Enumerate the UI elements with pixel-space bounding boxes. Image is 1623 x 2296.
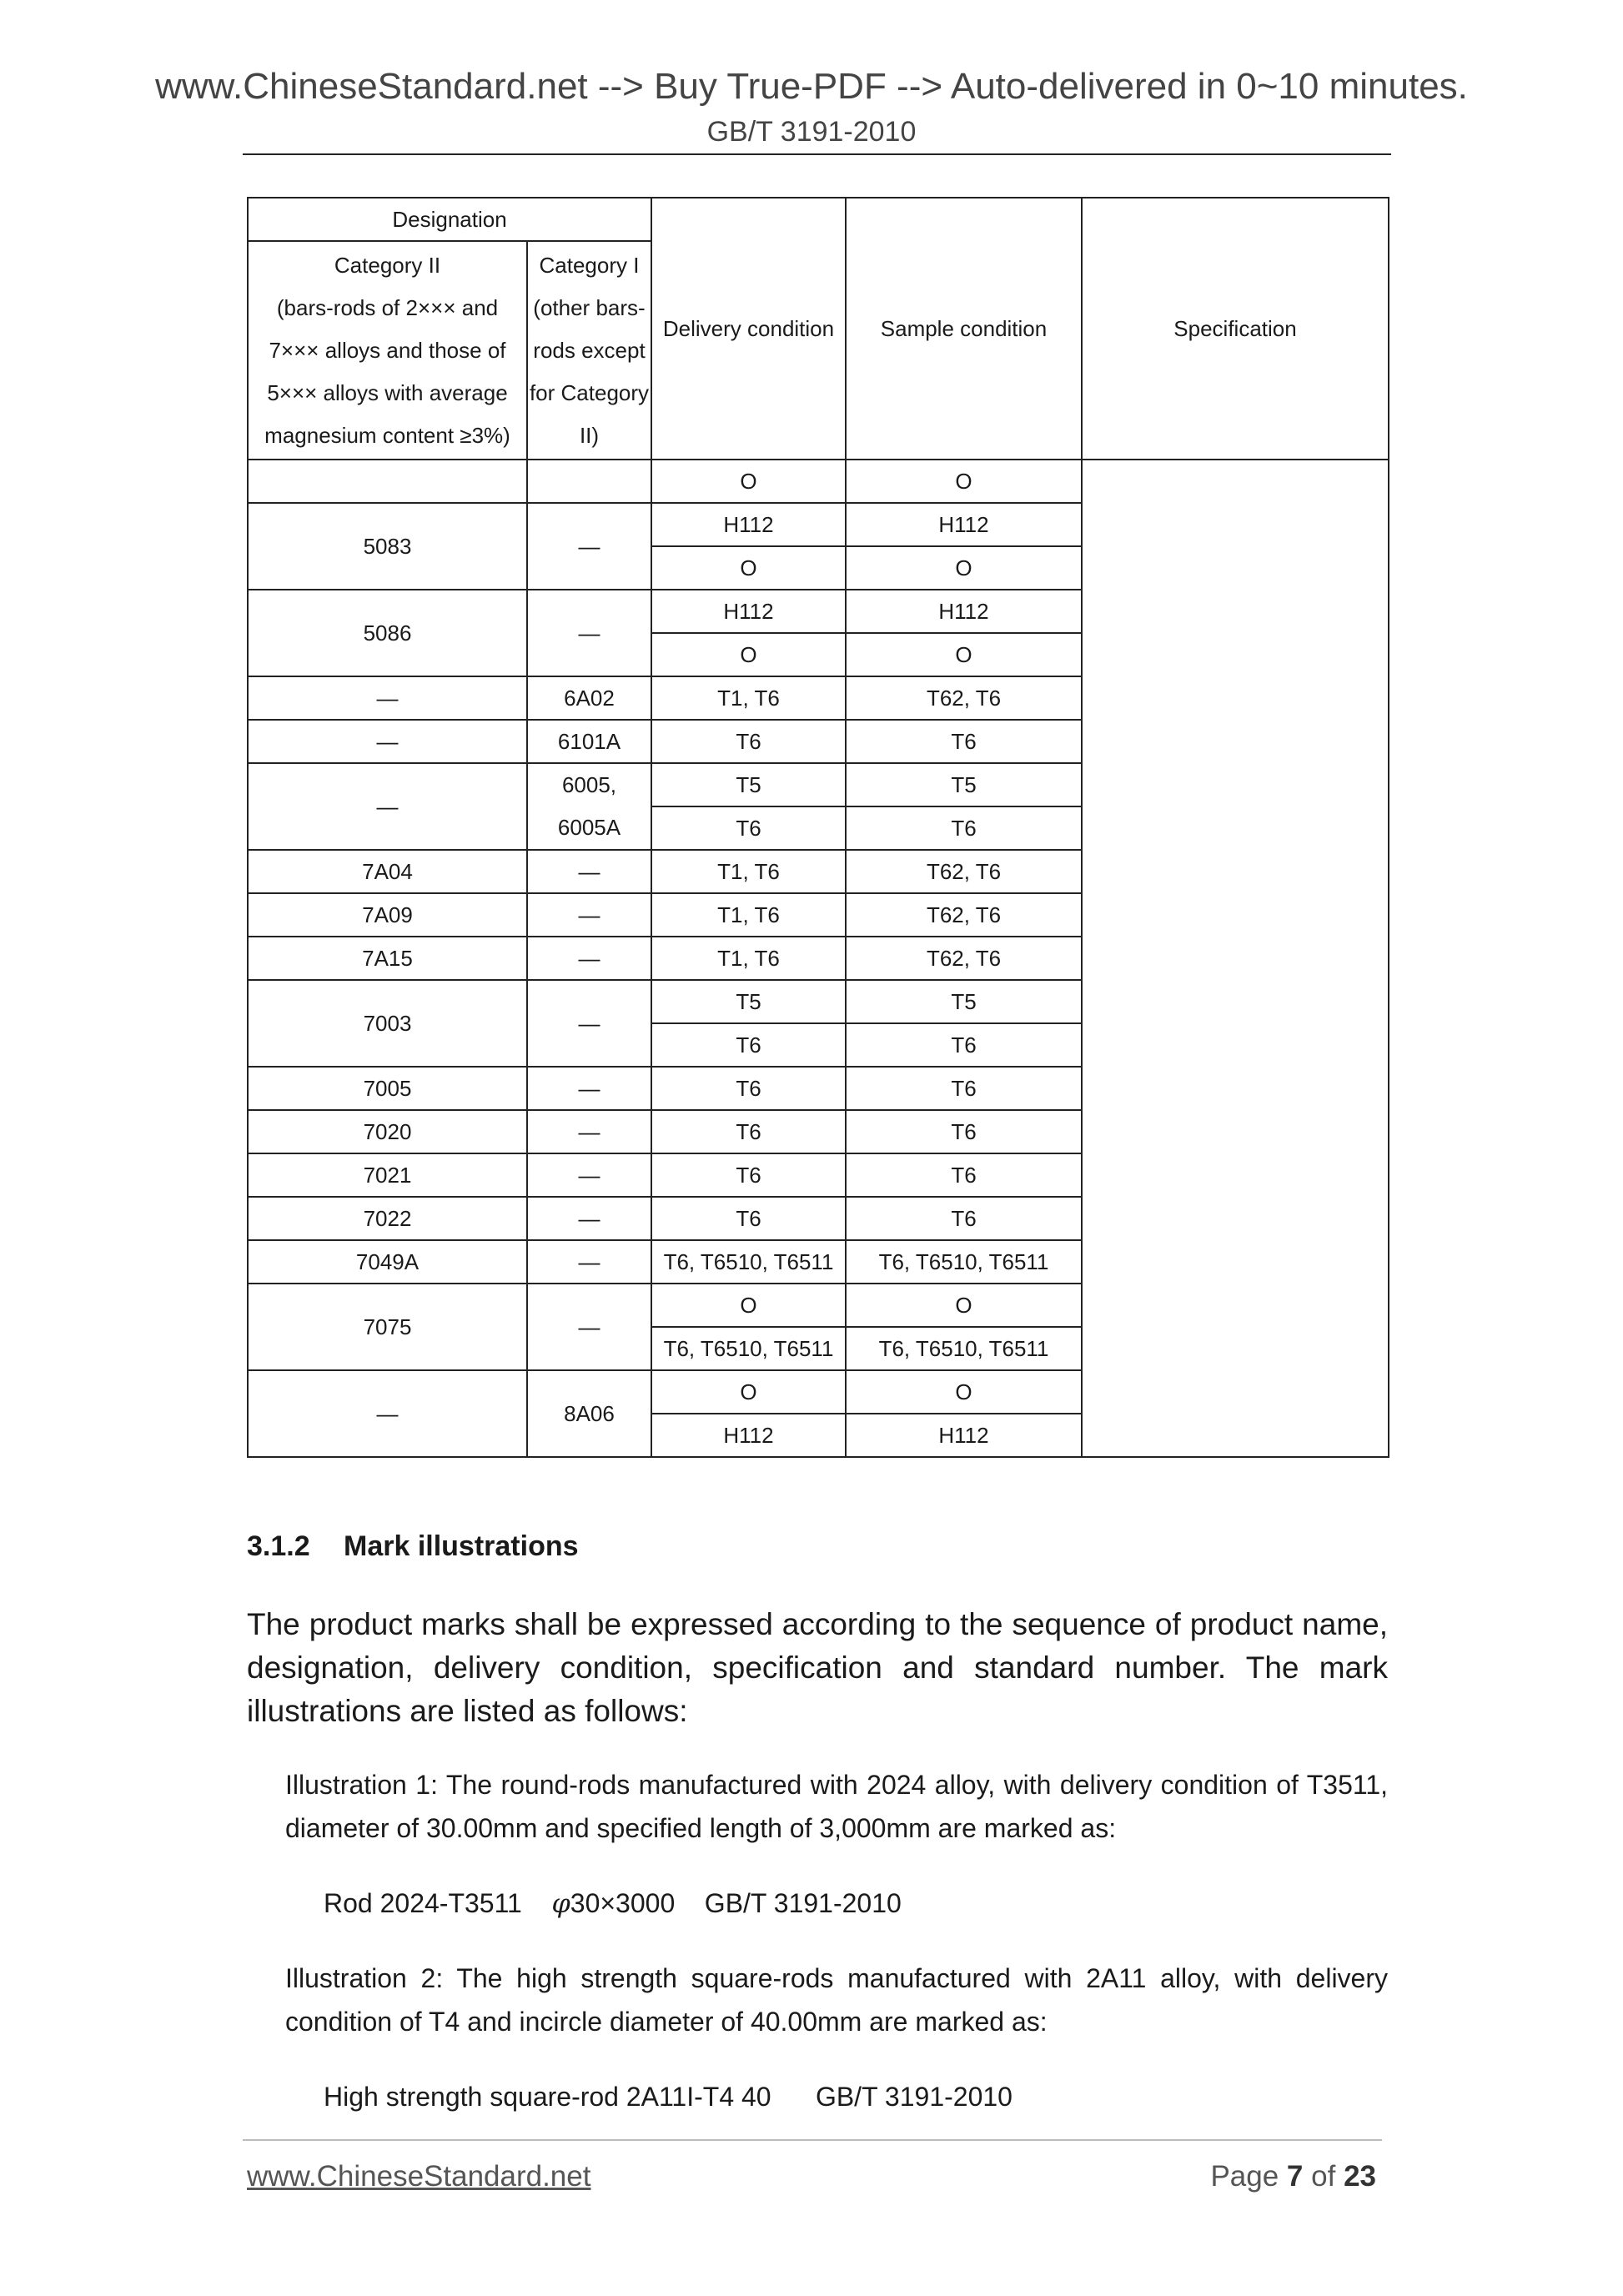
delivery-condition-cell: T6	[651, 1067, 846, 1110]
category-ii-cell: —	[248, 1370, 527, 1457]
table-row	[248, 460, 1389, 503]
category-ii-cell: 7A15	[248, 937, 527, 980]
specification-header: Specification	[1082, 198, 1389, 460]
sample-condition-cell: H112	[846, 1414, 1082, 1457]
category-ii-cell: 5083	[248, 503, 527, 590]
sample-condition-cell: H112	[846, 590, 1082, 633]
category-i-line: Category I	[539, 252, 640, 278]
delivery-condition-cell: T1, T6	[651, 937, 846, 980]
category-i-cell: 8A06	[527, 1370, 651, 1457]
delivery-condition-cell: H112	[651, 590, 846, 633]
category-i-header	[527, 241, 651, 460]
delivery-condition-cell: O	[651, 460, 846, 503]
category-i-line: rods except	[533, 337, 646, 363]
category-i-line: 6005,	[561, 772, 617, 797]
delivery-condition-cell: T6	[651, 1153, 846, 1197]
header-standard-number: GB/T 3191-2010	[706, 116, 917, 148]
footer-site-link[interactable]: www.ChineseStandard.net	[247, 2160, 591, 2193]
category-ii-cell: 5086	[248, 590, 527, 676]
category-ii-cell: 7A09	[248, 893, 527, 937]
category-ii-line: (bars-rods of 2××× and	[276, 294, 499, 320]
category-ii-cell: 7049A	[248, 1240, 527, 1284]
category-ii-line: 7××× alloys and those of	[269, 337, 506, 363]
category-ii-line: Category II	[334, 252, 441, 278]
of-label: of	[1311, 2160, 1336, 2193]
delivery-condition-cell: H112	[651, 1414, 846, 1457]
section-heading	[247, 1530, 579, 1563]
category-ii-cell: 7021	[248, 1153, 527, 1197]
category-ii-cell: —	[248, 676, 527, 720]
category-i-cell: —	[527, 1110, 651, 1153]
mark-1-designation: Rod 2024-T3511	[324, 1888, 522, 1918]
category-i-cell: —	[527, 1197, 651, 1240]
sample-condition-cell: T62, T6	[846, 676, 1082, 720]
delivery-condition-cell: T6, T6510, T6511	[651, 1327, 846, 1370]
category-i-line: 6005A	[557, 815, 621, 840]
designation-header: Designation	[248, 198, 651, 241]
current-page: 7	[1286, 2160, 1304, 2193]
delivery-condition-cell: T6	[651, 1110, 846, 1153]
sample-condition-cell: T6	[846, 806, 1082, 850]
sample-condition-cell: T62, T6	[846, 893, 1082, 937]
sample-condition-cell: T62, T6	[846, 937, 1082, 980]
sample-condition-cell: O	[846, 1284, 1082, 1327]
category-i-cell	[527, 763, 651, 850]
sample-condition-header: Sample condition	[846, 198, 1082, 460]
category-i-cell: —	[527, 590, 651, 676]
sample-condition-cell: O	[846, 546, 1082, 590]
delivery-condition-cell: T6, T6510, T6511	[651, 1240, 846, 1284]
section-number: 3.1.2	[247, 1530, 310, 1562]
mark-1-standard: GB/T 3191-2010	[704, 1888, 902, 1918]
delivery-condition-cell: T1, T6	[651, 850, 846, 893]
illustration-2-text: Illustration 2: The high strength square-rods manufactured with 2A11 alloy, with delivery condition of T4 and incircle diameter of 40.00mm are marked as:	[285, 1963, 1388, 2037]
delivery-condition-cell: T6	[651, 1023, 846, 1067]
diameter-symbol: φ	[551, 1887, 570, 1919]
category-ii-line: magnesium content ≥3%)	[264, 422, 510, 448]
sample-condition-cell: T6	[846, 1153, 1082, 1197]
category-ii-cell: 7020	[248, 1110, 527, 1153]
delivery-condition-cell: T6	[651, 720, 846, 763]
category-ii-cell: 7003	[248, 980, 527, 1067]
delivery-condition-cell: T6	[651, 1197, 846, 1240]
specification-cell	[1082, 460, 1389, 1457]
category-ii-cell: 7A04	[248, 850, 527, 893]
mark-1-dimensions: 30×3000	[570, 1888, 676, 1918]
category-ii-cell: 7022	[248, 1197, 527, 1240]
illustration-1-text: Illustration 1: The round-rods manufactured with 2024 alloy, with delivery condition of T3511, diameter of 30.00mm and specified length of 3,000mm are marked as:	[285, 1770, 1388, 1843]
sample-condition-cell: T6	[846, 1067, 1082, 1110]
category-i-cell: —	[527, 1284, 651, 1370]
delivery-condition-cell: O	[651, 1284, 846, 1327]
intro-paragraph: The product marks shall be expressed according to the sequence of product name, designation, delivery condition, specification and standard number. The mark illustrations are listed as follows:	[247, 1607, 1388, 1728]
category-i-cell: —	[527, 1153, 651, 1197]
section-title: Mark illustrations	[344, 1530, 579, 1562]
table-header-row	[248, 198, 1389, 241]
header-banner: www.ChineseStandard.net --> Buy True-PDF --> Auto-delivered in 0~10 minutes.	[155, 66, 1468, 107]
delivery-condition-cell: O	[651, 1370, 846, 1414]
delivery-condition-cell: T6	[651, 806, 846, 850]
sample-condition-cell: T6, T6510, T6511	[846, 1327, 1082, 1370]
sample-condition-cell: T5	[846, 980, 1082, 1023]
sample-condition-cell: O	[846, 1370, 1082, 1414]
delivery-condition-cell: O	[651, 633, 846, 676]
sample-condition-cell: T6, T6510, T6511	[846, 1240, 1082, 1284]
category-ii-line: 5××× alloys with average	[267, 379, 508, 405]
delivery-condition-header: Delivery condition	[651, 198, 846, 460]
category-ii-cell: 7005	[248, 1067, 527, 1110]
delivery-condition-cell: O	[651, 546, 846, 590]
footer-page-number	[1210, 2160, 1376, 2193]
category-ii-cell: —	[248, 763, 527, 850]
category-i-cell	[527, 460, 651, 503]
category-i-cell: 6101A	[527, 720, 651, 763]
category-i-cell: —	[527, 1067, 651, 1110]
category-i-line: II)	[579, 422, 600, 448]
category-ii-header	[248, 241, 527, 460]
sample-condition-cell: O	[846, 460, 1082, 503]
sample-condition-cell: T6	[846, 1197, 1082, 1240]
delivery-condition-cell: T5	[651, 763, 846, 806]
header-rule	[243, 153, 1391, 155]
designation-table	[247, 197, 1389, 1458]
category-i-cell: —	[527, 980, 651, 1067]
sample-condition-cell: T6	[846, 1023, 1082, 1067]
category-ii-cell: 7075	[248, 1284, 527, 1370]
sample-condition-cell: T62, T6	[846, 850, 1082, 893]
sample-condition-cell: H112	[846, 503, 1082, 546]
sample-condition-cell: T6	[846, 720, 1082, 763]
delivery-condition-cell: T1, T6	[651, 676, 846, 720]
total-pages: 23	[1344, 2160, 1376, 2193]
sample-condition-cell: O	[846, 633, 1082, 676]
illustration-2-mark	[324, 2080, 1012, 2113]
page-label: Page	[1210, 2160, 1279, 2193]
mark-2-designation: High strength square-rod 2A11I-T4 40	[324, 2082, 771, 2112]
category-i-cell: —	[527, 503, 651, 590]
category-ii-cell	[248, 460, 527, 503]
category-i-cell: —	[527, 893, 651, 937]
delivery-condition-cell: H112	[651, 503, 846, 546]
category-i-cell: —	[527, 850, 651, 893]
mark-2-standard: GB/T 3191-2010	[815, 2082, 1012, 2112]
illustration-1-mark	[324, 1887, 902, 1920]
delivery-condition-cell: T1, T6	[651, 893, 846, 937]
footer-rule	[243, 2139, 1382, 2141]
sample-condition-cell: T6	[846, 1110, 1082, 1153]
category-i-cell: —	[527, 1240, 651, 1284]
delivery-condition-cell: T5	[651, 980, 846, 1023]
category-i-line: (other bars-	[533, 294, 646, 320]
category-i-line: for Category	[529, 379, 650, 405]
sample-condition-cell: T5	[846, 763, 1082, 806]
category-i-cell: —	[527, 937, 651, 980]
category-i-cell: 6A02	[527, 676, 651, 720]
category-ii-cell: —	[248, 720, 527, 763]
